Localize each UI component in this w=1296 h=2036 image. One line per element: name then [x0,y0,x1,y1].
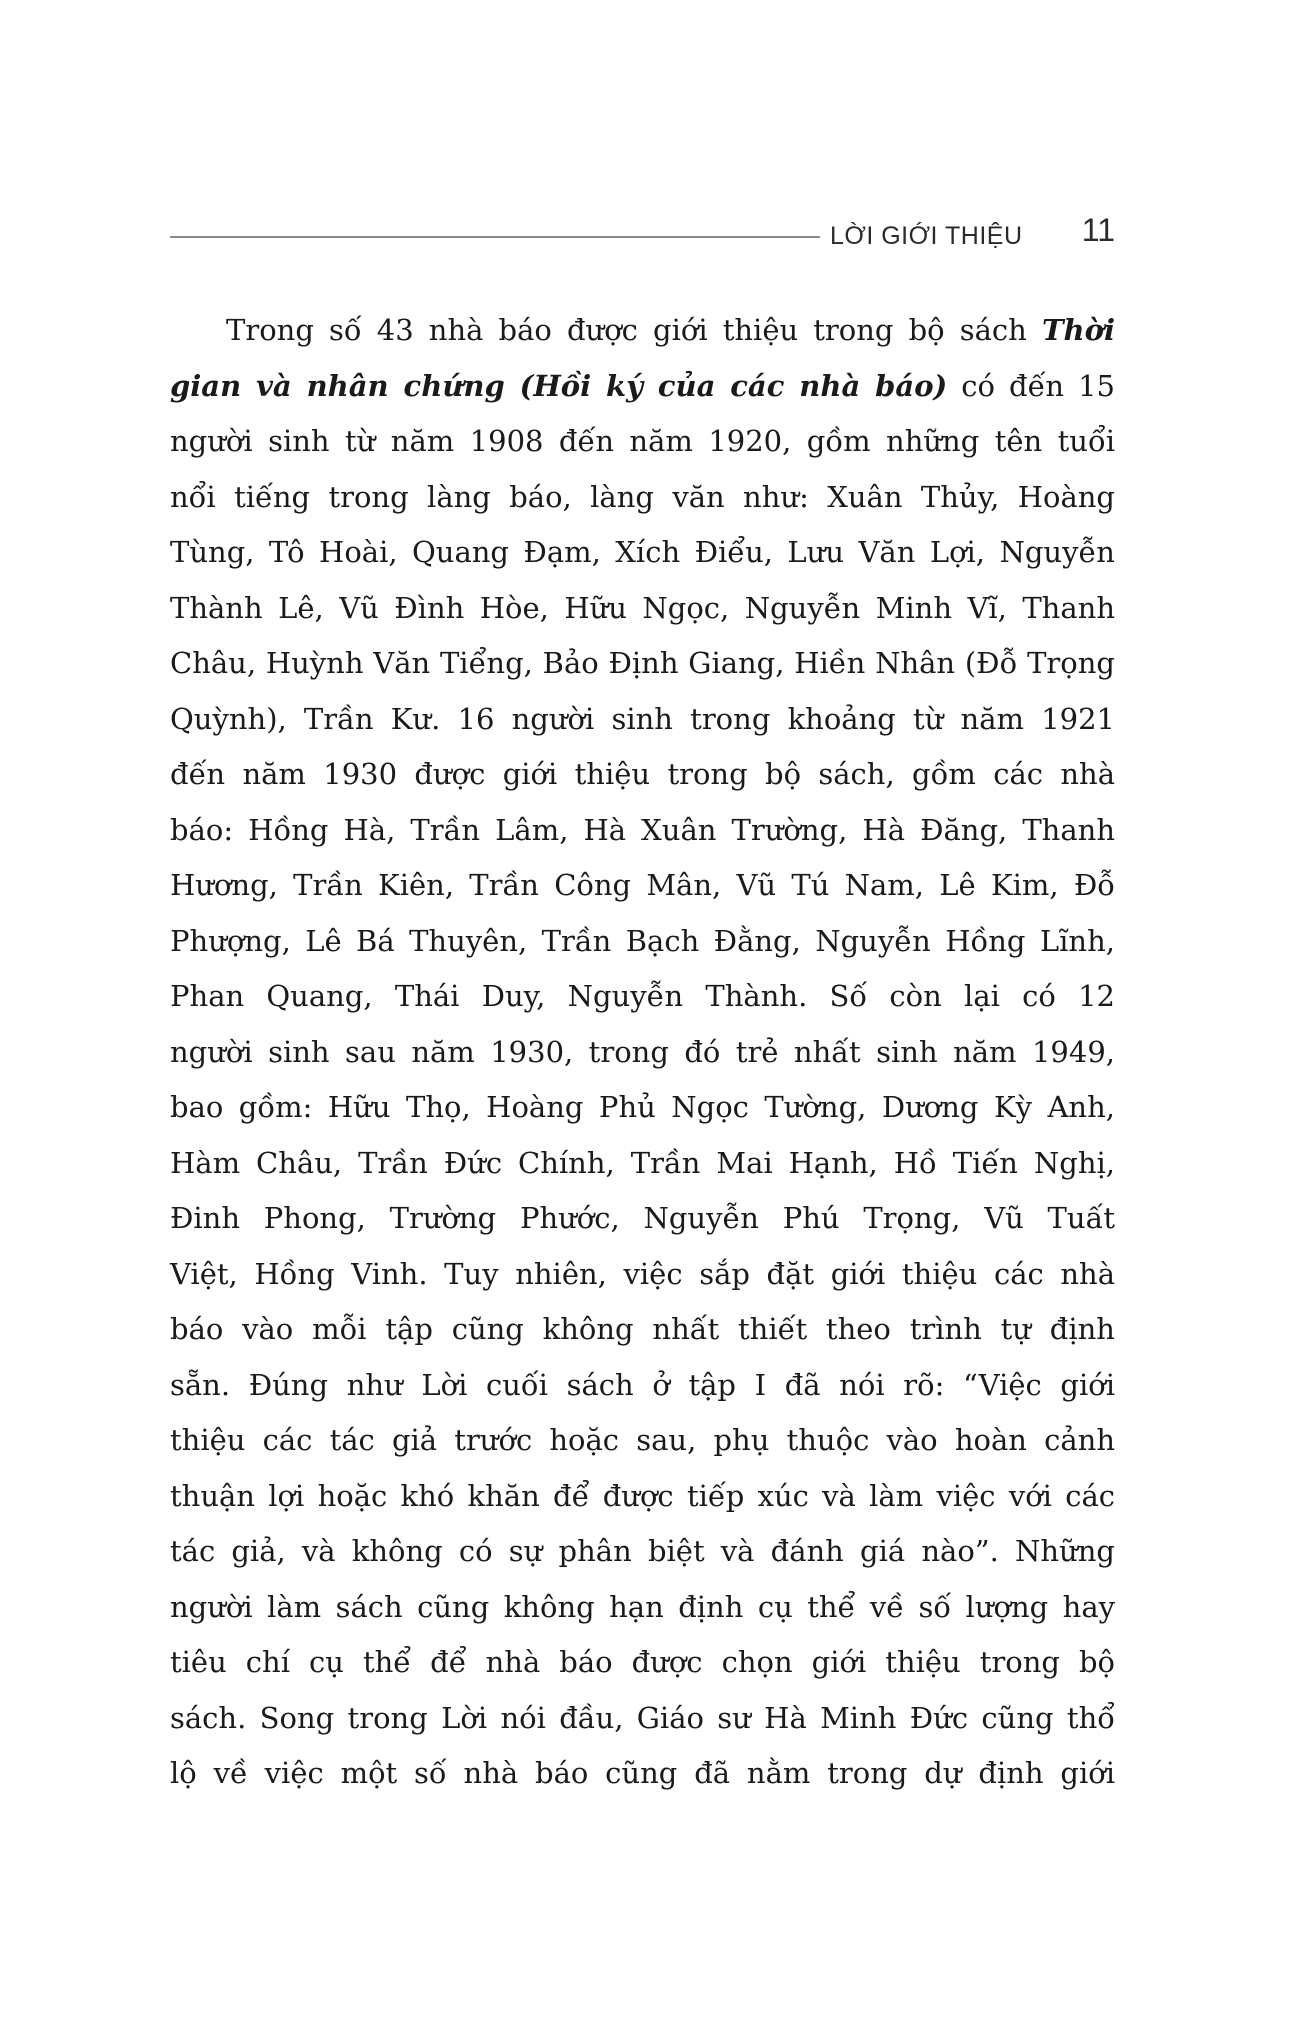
text-line [170,1413,1115,1469]
text-line [170,1469,1115,1525]
page-number: 11 [1081,212,1115,248]
text-run: bao gồm: Hữu Thọ, Hoàng Phủ Ngọc Tường, Dương Kỳ Anh, [170,1090,1115,1124]
text-run: Trong số 43 nhà báo được giới thiệu trong bộ sách [226,313,1042,347]
text-line [170,636,1115,692]
text-run: Thành Lê, Vũ Đình Hòe, Hữu Ngọc, Nguyễn Minh Vĩ, Thanh [170,590,1115,625]
text-run: Châu, Huỳnh Văn Tiểng, Bảo Định Giang, Hiền Nhân (Đỗ Trọng [170,646,1115,680]
text-run: Quỳnh), Trần Kư. 16 người sinh trong khoảng từ năm 1921 [170,701,1115,736]
body-paragraph [170,303,1115,1802]
emphasized-text: gian và nhân chứng (Hồi ký của các nhà báo) [170,368,948,403]
text-line [170,969,1115,1025]
text-run: Hàm Châu, Trần Đức Chính, Trần Mai Hạnh, Hồ Tiến Nghị, [170,1145,1115,1180]
emphasized-text: Thời [1041,313,1115,347]
text-run: Đinh Phong, Trường Phước, Nguyễn Phú Trọng, Vũ Tuất [170,1201,1115,1235]
chapter-title: LỜI GIỚI THIỆU [830,222,1023,250]
text-run: Phan Quang, Thái Duy, Nguyễn Thành. Số còn lại có 12 [170,979,1115,1013]
text-line [170,1746,1115,1802]
text-line [170,359,1115,415]
text-line [170,747,1115,803]
text-line [170,1136,1115,1192]
text-line [170,581,1115,637]
text-line [170,414,1115,470]
text-run: có đến 15 [947,368,1116,403]
text-line [170,1524,1115,1580]
running-header [170,208,1115,258]
text-run: báo: Hồng Hà, Trần Lâm, Hà Xuân Trường, Hà Đăng, Thanh [170,812,1115,847]
text-line [170,1358,1115,1414]
text-run: người sinh từ năm 1908 đến năm 1920, gồm những tên tuổi [170,424,1115,458]
text-line [170,692,1115,748]
text-line [170,1247,1115,1303]
header-rule [170,236,820,238]
text-run: sách. Song trong Lời nói đầu, Giáo sư Hà Minh Đức cũng thổ [170,1700,1115,1735]
text-line [170,525,1115,581]
text-run: người sinh sau năm 1930, trong đó trẻ nhất sinh năm 1949, [170,1034,1115,1069]
text-run: sẵn. Đúng như Lời cuối sách ở tập I đã nói rõ: “Việc giới [170,1367,1115,1402]
text-run: Phượng, Lê Bá Thuyên, Trần Bạch Đằng, Nguyễn Hồng Lĩnh, [170,923,1115,958]
text-run: Việt, Hồng Vinh. Tuy nhiên, việc sắp đặt giới thiệu các nhà [170,1256,1115,1291]
text-line [170,1191,1115,1247]
text-line [170,1302,1115,1358]
text-run: Tùng, Tô Hoài, Quang Đạm, Xích Điểu, Lưu Văn Lợi, Nguyễn [170,535,1115,569]
text-run: đến năm 1930 được giới thiệu trong bộ sách, gồm các nhà [170,757,1115,791]
text-run: thiệu các tác giả trước hoặc sau, phụ thuộc vào hoàn cảnh [170,1423,1115,1457]
text-line [170,914,1115,970]
text-run: tiêu chí cụ thể để nhà báo được chọn giới thiệu trong bộ [170,1645,1115,1679]
text-line [170,1635,1115,1691]
text-run: tác giả, và không có sự phân biệt và đánh giá nào”. Những [170,1534,1115,1568]
text-line [170,1691,1115,1747]
text-line [170,470,1115,526]
text-line [170,1025,1115,1081]
text-line [170,1080,1115,1136]
text-run: lộ về việc một số nhà báo cũng đã nằm trong dự định giới [170,1756,1115,1790]
text-line [170,858,1115,914]
text-line [170,803,1115,859]
text-line [170,303,1115,359]
text-run: báo vào mỗi tập cũng không nhất thiết theo trình tự định [170,1312,1115,1346]
text-run: nổi tiếng trong làng báo, làng văn như: Xuân Thủy, Hoàng [170,479,1115,514]
text-run: Hương, Trần Kiên, Trần Công Mân, Vũ Tú Nam, Lê Kim, Đỗ [170,868,1115,902]
text-run: người làm sách cũng không hạn định cụ thể về số lượng hay [170,1589,1115,1624]
text-line [170,1580,1115,1636]
text-run: thuận lợi hoặc khó khăn để được tiếp xúc và làm việc với các [170,1478,1115,1513]
